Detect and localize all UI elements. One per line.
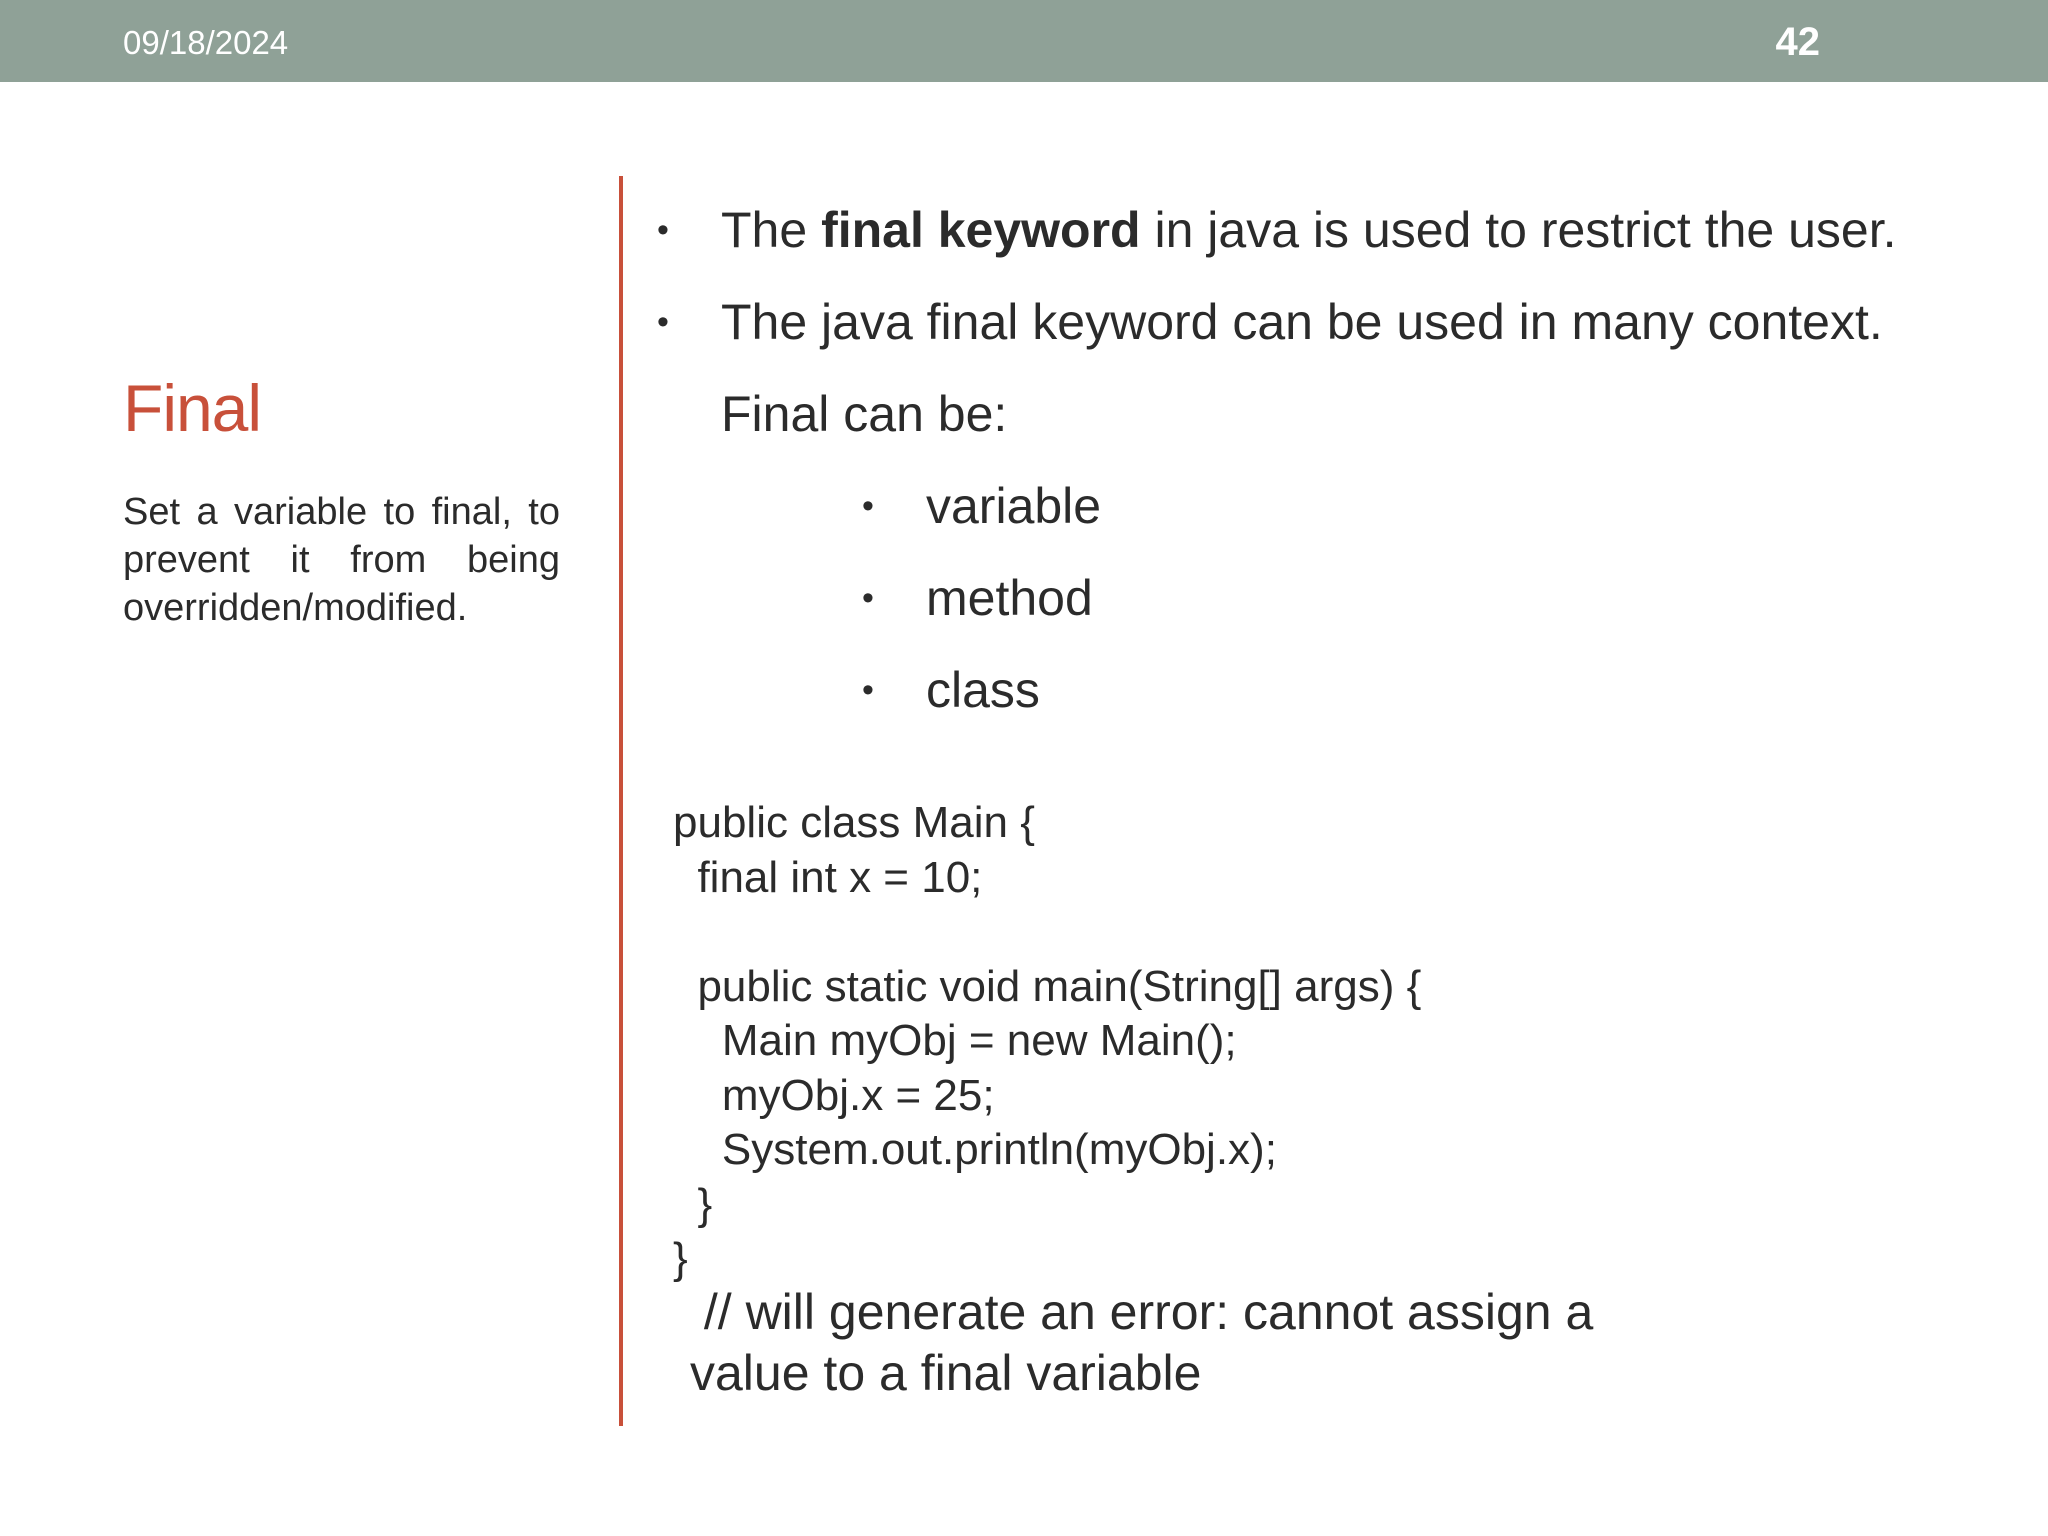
bullet-dot: • — [657, 303, 669, 341]
slide-number: 42 — [1775, 20, 1820, 64]
sub-item-method: method — [926, 570, 1093, 626]
final-can-be-text: Final can be: — [721, 386, 1008, 442]
bullet-text-prefix: The — [721, 202, 822, 258]
code-block — [673, 796, 1421, 1287]
slide-date: 09/18/2024 — [123, 24, 289, 61]
error-note-line: // will generate an error: cannot assign a — [690, 1284, 1594, 1340]
bullet-text-bold: final keyword — [821, 202, 1141, 258]
error-note — [690, 1282, 1670, 1404]
code-line: public static void main(String[] args) { — [673, 961, 1422, 1011]
code-line: Main myObj = new Main(); — [673, 1016, 1237, 1065]
slide-title: Final — [123, 371, 262, 445]
code-line: } — [673, 1234, 688, 1283]
sub-bullet-dot: • — [862, 487, 874, 525]
sub-bullet-dot: • — [862, 579, 874, 617]
sub-bullet-dot: • — [862, 671, 874, 709]
vertical-divider — [619, 176, 623, 1426]
bullet-item-final-keyword — [721, 200, 1897, 260]
slide-description: Set a variable to final, to prevent it from being overridden/modified. — [123, 491, 560, 629]
error-note-line: value to a final variable — [690, 1345, 1202, 1401]
code-line: myObj.x = 25; — [673, 1070, 995, 1120]
sub-item-variable: variable — [926, 478, 1102, 534]
bullet-text-suffix: in java is used to restrict the user. — [1140, 202, 1897, 258]
bullet-item-context: The java final keyword can be used in many context. — [721, 294, 1883, 350]
header-bar — [0, 0, 2048, 82]
code-line: } — [673, 1179, 713, 1229]
bullet-dot: • — [657, 211, 669, 249]
sub-item-class: class — [926, 662, 1040, 718]
code-line: final int x = 10; — [673, 852, 983, 902]
code-line: public class Main { — [673, 798, 1035, 847]
code-line: System.out.println(myObj.x); — [673, 1125, 1277, 1174]
code-line — [673, 905, 1421, 960]
